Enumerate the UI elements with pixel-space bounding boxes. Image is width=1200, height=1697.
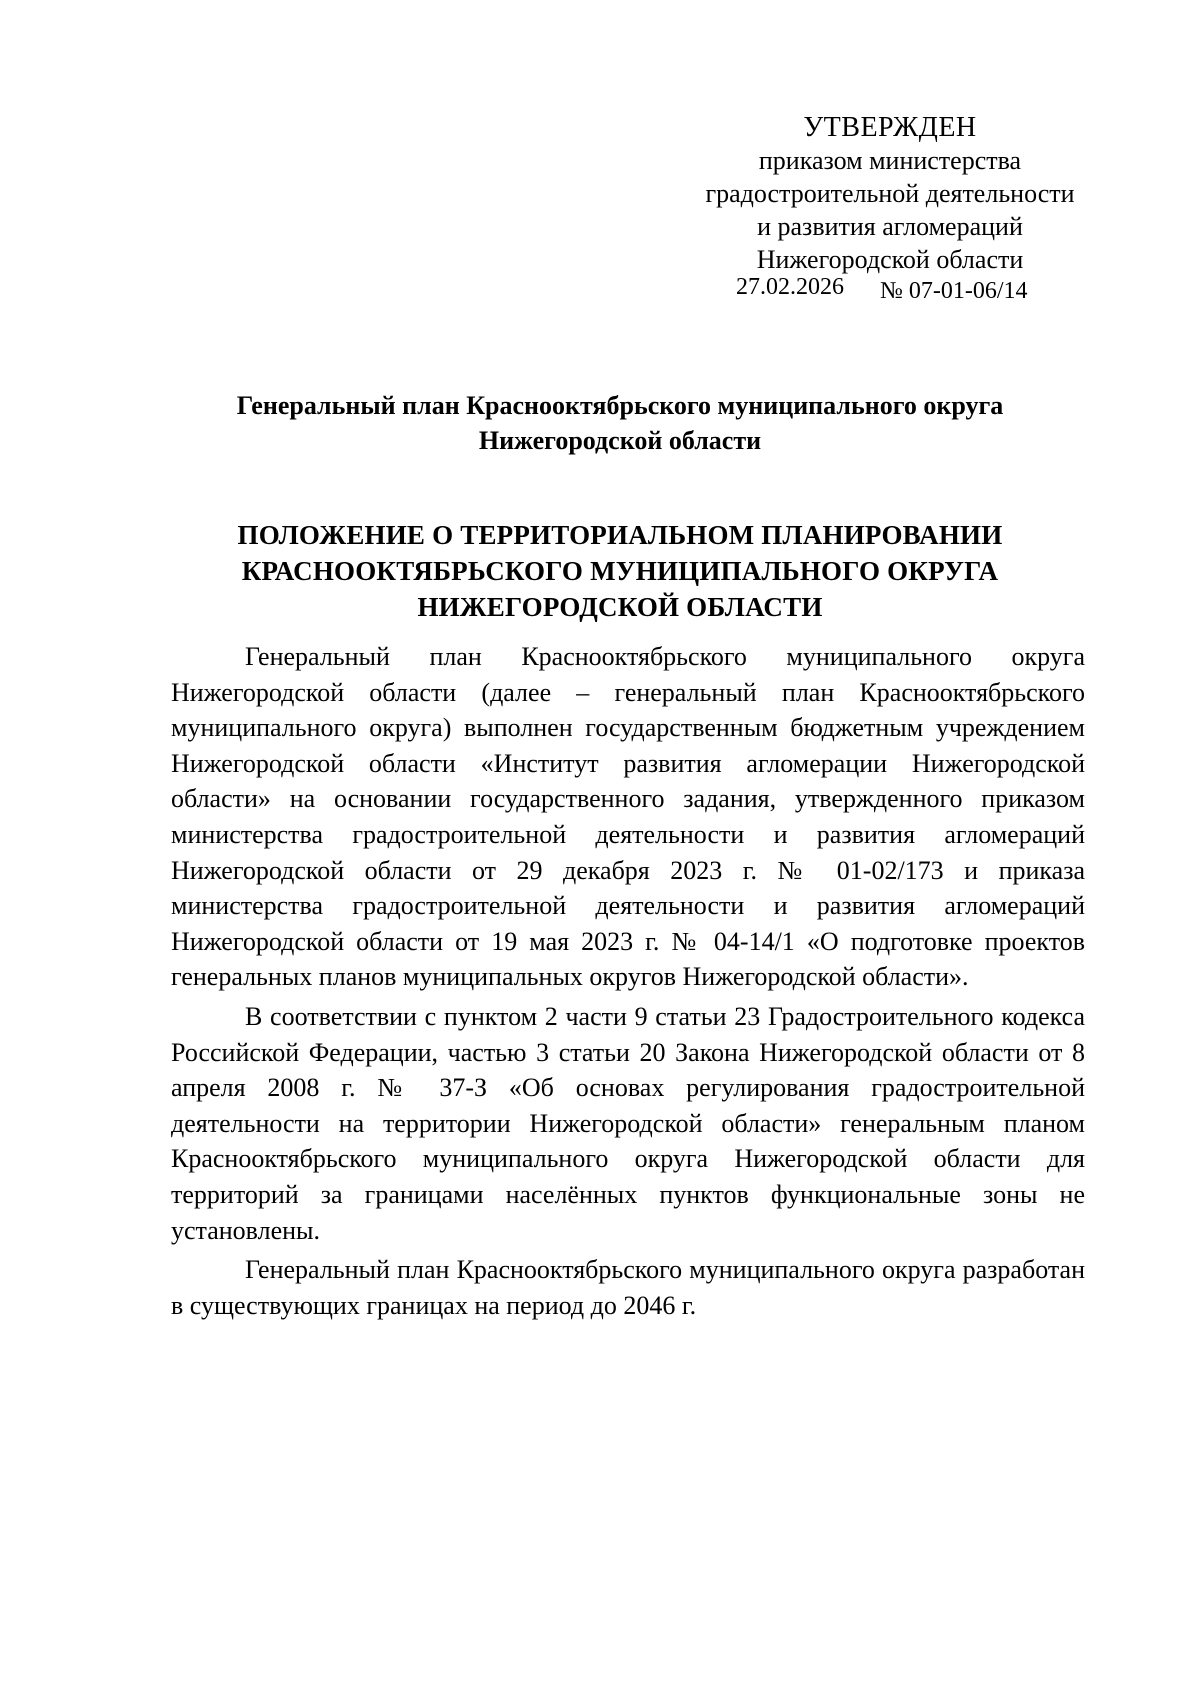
approval-line: и развития агломераций bbox=[757, 212, 1023, 241]
paragraph-planning-period: Генеральный план Краснооктябрьского муниципального округа разработан в существующих границах на период до 2046 г. bbox=[171, 1255, 1085, 1320]
plan-title-line: Нижегородской области bbox=[478, 426, 762, 455]
paragraph-functional-zones: В соответствии с пунктом 2 части 9 статьи 23 Градостроительного кодекса Российской Федерации, частью 3 статьи 20 Закона Нижегородской области от 8 апреля 2008 г. № 37-З «Об основах регулирования градостроительной деятельности на территории Нижегородской области» генеральным планом Краснооктябрьского муниципального округа Нижегородской области для территорий за границами населённых пунктов функциональные зоны не установлены. bbox=[171, 1001, 1085, 1245]
approval-line: приказом министерства bbox=[758, 146, 1022, 175]
paragraph-general-plan-basis: Генеральный план Краснооктябрьского муниципального округа Нижегородской области (далее – генеральный план Краснооктябрьского муниципального округа) выполнен государственным бюджетным учреждением Нижегородской области «Институт развития агломерации Нижегородской области» на основании государственного задания, утвержденного приказом министерства градостроительной деятельности и развития агломераций Нижегородской области от 29 декабря 2023 г. № 01-02/173 и приказа министерства градостроительной деятельности и развития агломераций Нижегородской области от 19 мая 2023 г. № 04-14/1 «О подготовке проектов генеральных планов муниципальных округов Нижегородской области». bbox=[171, 642, 1085, 992]
approval-date-number bbox=[736, 276, 1028, 306]
approval-line: Нижегородской области bbox=[756, 245, 1024, 274]
plan-title bbox=[170, 388, 1070, 458]
approval-title: УТВЕРЖДЕН bbox=[803, 112, 977, 143]
section-title bbox=[170, 517, 1070, 625]
section-title-line: ПОЛОЖЕНИЕ О ТЕРРИТОРИАЛЬНОМ ПЛАНИРОВАНИИ bbox=[237, 520, 1003, 550]
plan-title-line: Генеральный план Краснооктябрьского муниципального округа bbox=[236, 391, 1004, 420]
section-title-line: КРАСНООКТЯБРЬСКОГО МУНИЦИПАЛЬНОГО ОКРУГА bbox=[241, 556, 999, 586]
approval-stamp bbox=[680, 111, 1100, 276]
section-title-line: НИЖЕГОРОДСКОЙ ОБЛАСТИ bbox=[417, 592, 823, 622]
document-body bbox=[171, 639, 1085, 1327]
approval-line: градостроительной деятельности bbox=[705, 179, 1075, 208]
approval-number: № 07-01-06/14 bbox=[880, 278, 1028, 304]
approval-date: 27.02.2026 bbox=[736, 274, 844, 300]
